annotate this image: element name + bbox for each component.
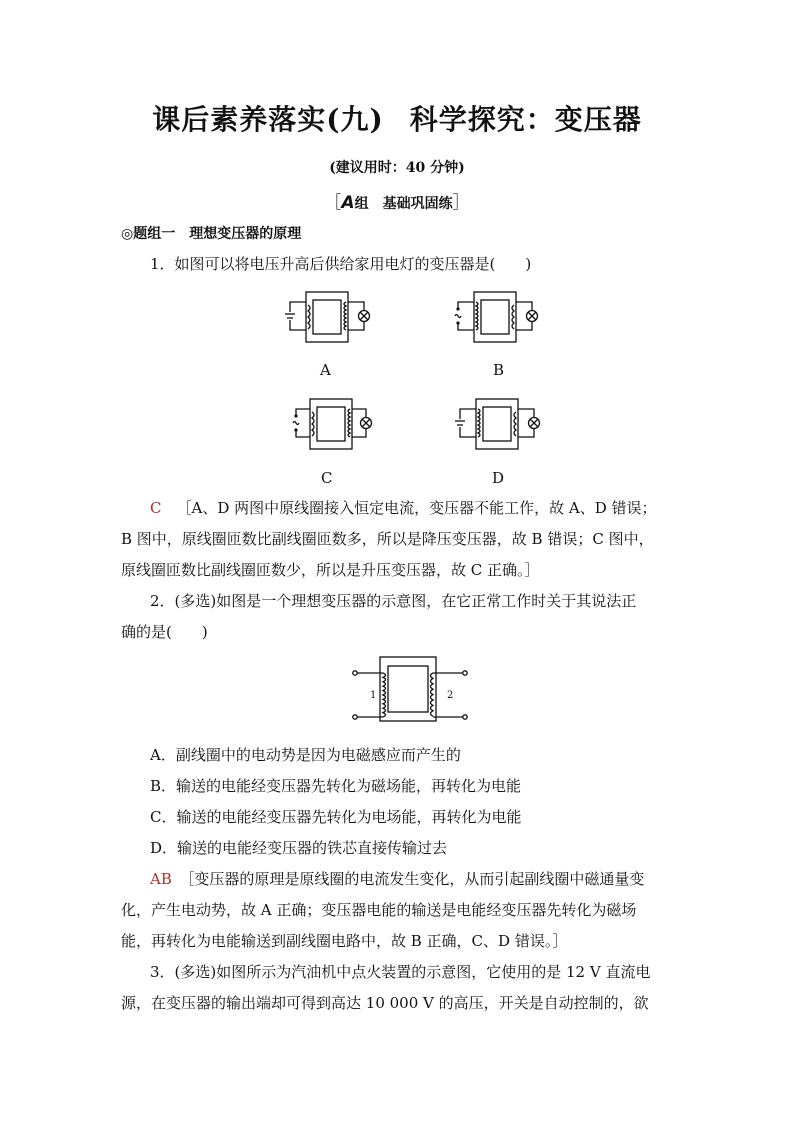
diagram-a: [282, 288, 372, 348]
group-label: [0, 188, 794, 213]
q2-explain-line2: 化，产生电动势，故 A 正确；变压器电能的输送是电能经变压器先转化为磁场: [121, 901, 637, 919]
ac-terminal-icon: [294, 414, 297, 417]
ac-source-icon: [293, 422, 299, 425]
q1-explain-line2: B 图中，原线圈匝数比副线圈匝数多，所以是降压变压器，故 B 错误；C 图中，: [121, 530, 654, 548]
q2-stem-line2: 确的是( ): [121, 623, 208, 641]
coil-label-1: 1: [370, 690, 377, 701]
q2-answer: AB: [150, 870, 172, 888]
ac-terminal-icon: [456, 307, 459, 310]
q2-transformer-diagram: [350, 655, 470, 727]
diagram-c: [286, 395, 378, 455]
group-text: 组 基础巩固练: [354, 196, 453, 212]
section-heading: ◎题组一 理想变压器的原理: [121, 226, 302, 242]
caption-a: A: [320, 361, 331, 379]
group-bracket-close: ］: [452, 193, 470, 213]
caption-b: B: [493, 361, 505, 379]
terminal-icon: [353, 671, 357, 675]
q1-answer: C: [150, 499, 162, 517]
q2-option-c: C．输送的电能经变压器先转化为电场能，再转化为电能: [150, 808, 522, 826]
ac-source-icon: [455, 315, 461, 318]
diagram-d: [452, 395, 544, 455]
q2-explain-line1: AB ［变压器的原理是原线圈的电流发生变化，从而引起副线圈中磁通量变: [150, 870, 645, 888]
group-letter: A: [341, 193, 355, 213]
q3-line1: 3．(多选)如图所示为汽油机中点火装置的示意图，它使用的是 12 V 直流电: [150, 963, 651, 981]
terminal-icon: [463, 671, 467, 675]
coil-label-2: 2: [447, 690, 454, 701]
caption-d: D: [492, 469, 505, 487]
q2-option-d: D．输送的电能经变压器的铁芯直接传输过去: [150, 839, 448, 857]
q2-explain-line3: 能，再转化为电能输送到副线圈电路中，故 B 正确，C、D 错误。］: [121, 932, 568, 950]
q3-line2: 源，在变压器的输出端却可得到高达 10 000 V 的高压，开关是自动控制的，欲: [121, 994, 649, 1012]
q1-explain-line3: 原线圈匝数比副线圈匝数少，所以是升压变压器，故 C 正确。］: [121, 561, 540, 579]
terminal-icon: [353, 715, 357, 719]
q2-stem-line1: 2．(多选)如图是一个理想变压器的示意图，在它正常工作时关于其说法正: [150, 592, 637, 610]
q1-stem: 1．如图可以将电压升高后供给家用电灯的变压器是( ): [150, 255, 532, 273]
q2-option-a: A．副线圈中的电动势是因为电磁感应而产生的: [150, 746, 461, 764]
subtitle: (建议用时：40 分钟): [329, 160, 465, 176]
diagram-b: [448, 288, 540, 348]
group-bracket-open: ［: [324, 193, 342, 213]
terminal-icon: [463, 715, 467, 719]
page-title: [0, 98, 794, 138]
title-part2: 科学探究：变压器: [409, 103, 642, 136]
caption-c: C: [321, 469, 333, 487]
q2-option-b: B．输送的电能经变压器先转化为磁场能，再转化为电能: [150, 777, 522, 795]
title-part1: 课后素养落实(九): [152, 103, 384, 136]
q1-explain-line1: C ［A、D 两图中原线圈接入恒定电流，变压器不能工作，故 A、D 错误；: [150, 499, 657, 517]
